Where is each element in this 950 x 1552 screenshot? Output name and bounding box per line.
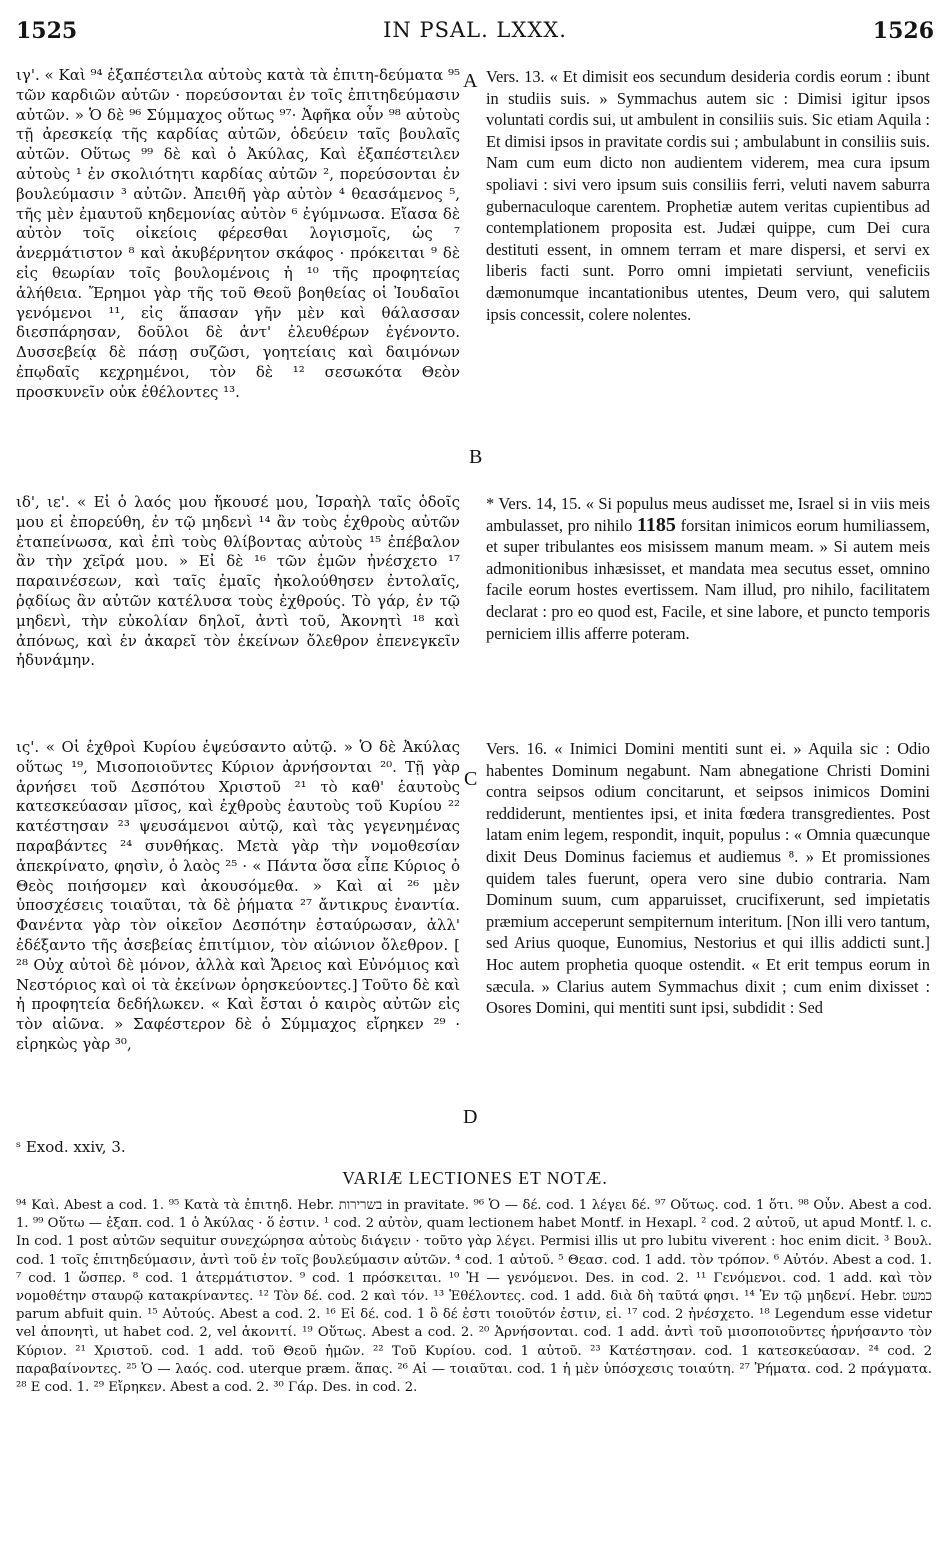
scripture-footnote: ˢ Exod. xxiv, 3. — [16, 1138, 126, 1156]
latin-column-section-2 — [486, 493, 930, 715]
latin-column-section-1 — [486, 66, 930, 482]
margin-letter-b: B — [469, 446, 483, 468]
greek-paragraph: ιγ'. « Καὶ ⁹⁴ ἐξαπέστειλα αὐτοὺς κατὰ τὰ ἐπιτη-δεύματα ⁹⁵ τῶν καρδιῶν αὐτῶν · πορεύσονται ἐν τοῖς ἐπιτηδεύμασιν αὐτῶν. » Ὁ δὲ ⁹⁶ Σύμμαχος οὕτως ⁹⁷· Ἀφῆκα οὖν ⁹⁸ αὐτοὺς τῇ ἀρεσκείᾳ τῆς καρδίας αὐτῶν, ὁδεύειν ταῖς βουλαῖς αὐτῶν. Οὕτως ⁹⁹ δὲ καὶ ὁ Ἀκύλας, Καὶ ἐξαπέστειλεν αὐτοὺς ¹ ἐν σκολιότητι καρδίας αὐτῶν ², πορεύσονται ἐν βουλεύμασιν ³ αὐτῶν. Ἀπειθῆ γὰρ αὐτὸν ⁴ θεασάμενος ⁵, τῆς μὲν ἐμαυτοῦ κηδεμονίας αὐτὸν ⁶ ἐγύμνωσα. Εἴασα δὲ αὐτὸν τοῖς οἰκείοις φέρεσθαι λογισμοῖς, ὡς ⁷ ἀνερμάτιστον ⁸ καὶ ἀκυβέρνητον σκάφος · πρόκειται ⁹ δὲ εἰς θεωρίαν τοῖς βουλομένοις ἡ ¹⁰ τῆς προφητείας ἀλήθεια. Ἔρημοι γὰρ τῆς τοῦ Θεοῦ βοηθείας οἱ Ἰουδαῖοι γενόμενοι ¹¹, εἰς ἅπασαν γῆν μὲν καὶ θάλασσαν διεσπάρησαν, δοῦλοι δὲ ἀντ' ἐλευθέρων ἐγένοντο. Δυσσεβείᾳ δὲ πάσῃ συζῶσι, γοητείαις καὶ δαιμόνων ἐπῳδαῖς κεχρημένοι, τὸν δὲ ¹² σεσωκότα Θεὸν προσκυνεῖν οὐκ ἐθέλοντες ¹³. — [16, 66, 460, 401]
greek-paragraph: ιδ', ιε'. « Εἰ ὁ λαός μου ἤκουσέ μου, Ἰσραὴλ ταῖς ὁδοῖς μου εἰ ἐπορεύθη, ἐν τῷ μηδενὶ ¹⁴ ἂν τοὺς ἐχθροὺς αὐτῶν ἐταπείνωσα, καὶ ἐπὶ τοὺς θλίβοντας αὐτοὺς ¹⁵ ἐπέβαλον ἂν τὴν χεῖρά μου. » Εἰ δὲ ¹⁶ τῶν ἐμῶν ἠνέσχετο ¹⁷ παραινέσεων, καὶ ταῖς ἐμαῖς ἠκολούθησεν ἐντολαῖς, ῥᾳδίως ἂν αὐτῶν κατέλυσα τοὺς ἐχθρούς. Τὸ γάρ, ἐν τῷ μηδενὶ, τὴν εὐκολίαν δηλοῖ, ἀντὶ τοῦ, Ἀκονητὶ ¹⁸ καὶ ἀπόνως, καὶ ἐν ἀκαρεῖ τὸν ἐκείνων ὄλεθρον ἐπενεγκεῖν ἠδυνάμην. — [16, 493, 460, 670]
latin-text: forsitan inimicos eorum humiliassem, et super tribulantes eos misissem manum meam. » Si autem meis admonitionibus inhæsisset, et mandata mea secutus esset, omnino facile eorum hostes evertissem. Nam illud, pro nihilo, facilitatem declarat : pro eo quod est, Facile, et sine labore, et puncto temporis perniciem illis afferre poteram. — [486, 515, 930, 643]
column-number: 1185 — [637, 513, 676, 536]
notes-heading: VARIÆ LECTIONES ET NOTÆ. — [342, 1168, 608, 1188]
greek-paragraph: ις'. « Οἱ ἐχθροὶ Κυρίου ἐψεύσαντο αὐτῷ. » Ὁ δὲ Ἀκύλας οὕτως ¹⁹, Μισοποιοῦντες Κύριον ἀρνήσονται ²⁰. Τῇ γὰρ ἀρνήσει τοῦ Δεσπότου Χριστοῦ ²¹ τὸ καθ' ἑαυτοὺς κατεσκεύασαν μῖσος, καὶ ἐχθροὺς ἑαυτοὺς τοῦ Κυρίου ²² κατέστησαν ²³ ψευσάμενοι αὐτῷ, καὶ τὰς γεγενημένας παραβάντες ²⁴ συνθήκας. Μετὰ γὰρ τὴν νομοθεσίαν ἀπεκρίνατο, φησὶν, ὁ λαὸς ²⁵ · « Πάντα ὅσα εἶπε Κύριος ὁ Θεὸς ποιήσομεν καὶ ἀκουσόμεθα. » Καὶ αἱ ²⁶ μὲν ὑποσχέσεις τοιαῦται, τὰ δὲ ῥήματα ²⁷ ἄντικρυς ἐναντία. Φανέντα γὰρ τὸν οἰκεῖον Δεσπότην ἐσταύρωσαν, ἀλλ' ἐδέξαντο τῆς ἀσεβείας ἐπιτίμιον, τὸν αἰώνιον ὄλεθρον. [ ²⁸ Οὐχ αὐτοὶ δὲ μόνον, ἀλλὰ καὶ Ἄρειος καὶ Εὐνόμιος καὶ Νεστόριος καὶ οἱ τὰ ἐκείνων ὀρησκεύοντες.] Τοῦτο δὲ καὶ ἡ προφητεία δεδήλωκεν. « Καὶ ἔσται ὁ καιρὸς αὐτῶν εἰς τὸν αἰῶνα. » Σαφέστερον δὲ ὁ Σύμμαχος εἴρηκεν ²⁹ · εἰρηκὼς γὰρ ³⁰, — [16, 738, 460, 1053]
latin-text: * Vers. 14, 15. « Si populus meus audisset me, Israel si in viis meis ambulasset, pro nihilo — [486, 494, 930, 535]
margin-letter-d: D — [463, 1106, 478, 1128]
margin-letter-c: C — [464, 768, 478, 790]
latin-paragraph: Vers. 13. « Et dimisit eos secundum desideria cordis eorum : ibunt in studiis suis. » Symmachus autem sic : Dimisi igitur ipsos voluntati cordis sui, ut ambulent in consiliis suis. Sic etiam Aquila : Et dimisi ipsos in pravitate cordis sui ; ambulabunt in consiliis suis. Nam cum eum dicto non audientem viderem, mea cura ipsum spoliavi : sivi vero ipsum suis consiliis ferri, veluti navem saburra gubernaculoque carentem. Prophetiæ autem veritas cupientibus ad contemplationem proposita est. Judæi quippe, cum Dei cura destituti essent, in omnem terram et mare dispersi, et servi ex liberis facti sunt. Porro omni impietati serviunt, veneficiis dæmonumque incantationibus utentes, Deum vero, qui salutem ipsis concessit, colere nolentes. — [486, 67, 930, 324]
page-number-left: 1525 — [16, 18, 78, 44]
variant-readings-notes — [16, 1197, 932, 1542]
latin-column-section-3 — [486, 738, 930, 1138]
margin-letter-a: A — [463, 70, 478, 92]
latin-paragraph: Vers. 16. « Inimici Domini mentiti sunt ei. » Aquila sic : Odio habentes Dominum negabunt. Nam abnegatione Christi Domini contra seipsos odium concitarunt, et seipsos inimicos Domini reddiderunt, mentientes ipsi, et inita fœdera transgredientes. Post latam enim legem, respondit, inquit, populus : « Omnia quæcunque dixit Deus Dominus faciemus et audiemus ⁸. » Et promissiones quidem tales fuerunt, opera vero sine dubio contraria. Nam Dominum suum, cum apparuisset, crucifixerunt, sed impietatis præmium acceperunt sempiternum interitum. [Non illi vero tantum, sed Arius quoque, Eunomius, Nestorius et qui illis addicti sunt.] Hoc autem prophetia quoque ostendit. « Et erit tempus eorum in sæcula. » Clarius autem Symmachus dixit ; cum enim dixisset : Osores Domini, qui mentiti sunt ipsi, subdidit : Sed — [486, 739, 930, 1018]
greek-column-section-2 — [16, 493, 460, 708]
notes-text: ⁹⁴ Καὶ. Abest a cod. 1. ⁹⁵ Κατὰ τὰ ἐπιτηδ. Hebr. בשרירות in pravitate. ⁹⁶ Ὁ — δέ. cod. 1 λέγει δέ. ⁹⁷ Οὕτως. cod. 1 ὅτι. ⁹⁸ Οὖν. Abest a cod. 1. ⁹⁹ Οὕτω — ἐξαπ. cod. 1 ὁ Ἀκύλας · ὅ ἐστιν. ¹ cod. 2 αὐτὸν, quam lectionem habet Montf. in Hexapl. ² cod. 2 αὐτοῦ, ut apud Montf. l. c. In cod. 1 post αὐτῶν sequitur συνεχώρησα αὐτοὺς διάγειν · τοῦτο γὰρ λέγει. Permisi illis ut pro lubitu viverent : hoc enim dicit. ³ Βουλ. cod. 1 τοῖς ἐπιτηδεύμασιν, ἀντὶ τοῦ ἐν τοῖς βουλεύμασιν αὐτῶν. ⁴ cod. 1 αὐτοῦ. ⁵ Θεασ. cod. 1 add. τὸν τρόπον. ⁶ Αὐτόν. Abest a cod. 1. ⁷ cod. 1 ὥσπερ. ⁸ cod. 1 ἀτερμάτιστον. ⁹ cod. 1 πρόσκειται. ¹⁰ Ἡ — γενόμενοι. Des. in cod. 2. ¹¹ Γενόμενοι. cod. 1 add. καὶ τὸν νομοθέτην σταυρῷ κατακρίναντες. ¹² Τὸν δέ. cod. 2 καὶ τόν. ¹³ Ἐθέλοντες. cod. 1 add. διὰ δὴ ταῦτά φησι. ¹⁴ Ἐν τῷ μηδενί. Hebr. כמעט parum abfuit quin. ¹⁵ Αὐτούς. Abest a cod. 2. ¹⁶ Εἰ δέ. cod. 1 ὃ δέ ἐστι τοιοῦτόν ἐστιν, εἰ. ¹⁷ cod. 2 ἠνέσχετο. ¹⁸ Legendum esse videtur vel ἀπονητὶ, ut habet cod. 2, vel ἀκονιτί. ¹⁹ Οὕτως. Abest a cod. 2. ²⁰ Ἀρνήσονται. cod. 1 add. ἀντὶ τοῦ μισοποιοῦντες ἠρνήσαντο τὸν Κύριον. ²¹ Χριστοῦ. cod. 1 add. τοῦ Θεοῦ ἡμῶν. ²² Τοῦ Κυρίου. cod. 1 αὐτοῦ. ²³ Κατέστησαν. cod. 1 κατεσκεύασαν. ²⁴ cod. 2 παραβαίνοντες. ²⁵ Ὁ — λαός. cod. uterque præm. ἅπας. ²⁶ Αἱ — τοιαῦται. cod. 1 ἡ μὲν ὑπόσχεσις τοιαύτη. ²⁷ Ῥήματα. cod. 2 πράγματα. ²⁸ E cod. 1. ²⁹ Εἴρηκεν. Abest a cod. 2. ³⁰ Γάρ. Des. in cod. 2. — [16, 1198, 932, 1396]
latin-paragraph — [486, 493, 930, 644]
running-head — [16, 18, 934, 48]
greek-column-section-3 — [16, 738, 460, 1134]
greek-column-section-1 — [16, 66, 460, 482]
running-title: IN PSAL. LXXX. — [383, 18, 567, 42]
page-number-right: 1526 — [872, 18, 934, 44]
